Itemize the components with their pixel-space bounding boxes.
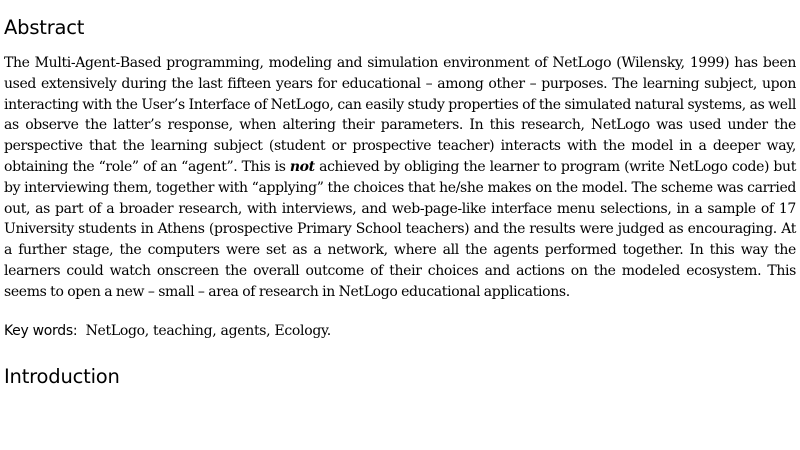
introduction-heading: Introduction — [4, 364, 120, 388]
abstract-text-before: The Multi-Agent-Based programming, modeling and simulation environment of NetLogo (Wilensky, 1999) has been used extensively during the last fifteen years for educational – among other – purposes. The learning subject, upon interacting with the User’s Interface of NetLogo, can easily study properties of the simulated natural systems, as well as observe the latter’s response, when altering their parameters. In this research, NetLogo was used under the perspective that the learning subject (student or prospective teacher) interacts with the model in a deeper way, obtaining the “role” of an “agent”. This is — [4, 55, 796, 175]
abstract-paragraph — [4, 53, 796, 303]
keywords-label: Key words: — [4, 322, 78, 339]
keywords-line — [4, 321, 796, 341]
keywords-value: NetLogo, teaching, agents, Ecology. — [85, 322, 331, 339]
abstract-text-after: achieved by obliging the learner to program (write NetLogo code) but by interviewing them, together with “applying” the choices that he/she makes on the model. The scheme was carried out, as part of a broader research, with interviews, and web-page-like interface menu selections, in a sample of 17 University students in Athens (prospective Primary School teachers) and the results were judged as encouraging. At a further stage, the computers were set as a network, where all the agents performed together. In this way the learners could watch onscreen the overall outcome of their choices and actions on the modeled ecosystem. This seems to open a new – small – area of research in NetLogo educational applications. — [4, 158, 796, 300]
abstract-heading: Abstract — [4, 16, 85, 39]
abstract-emphasis: not — [289, 158, 315, 175]
